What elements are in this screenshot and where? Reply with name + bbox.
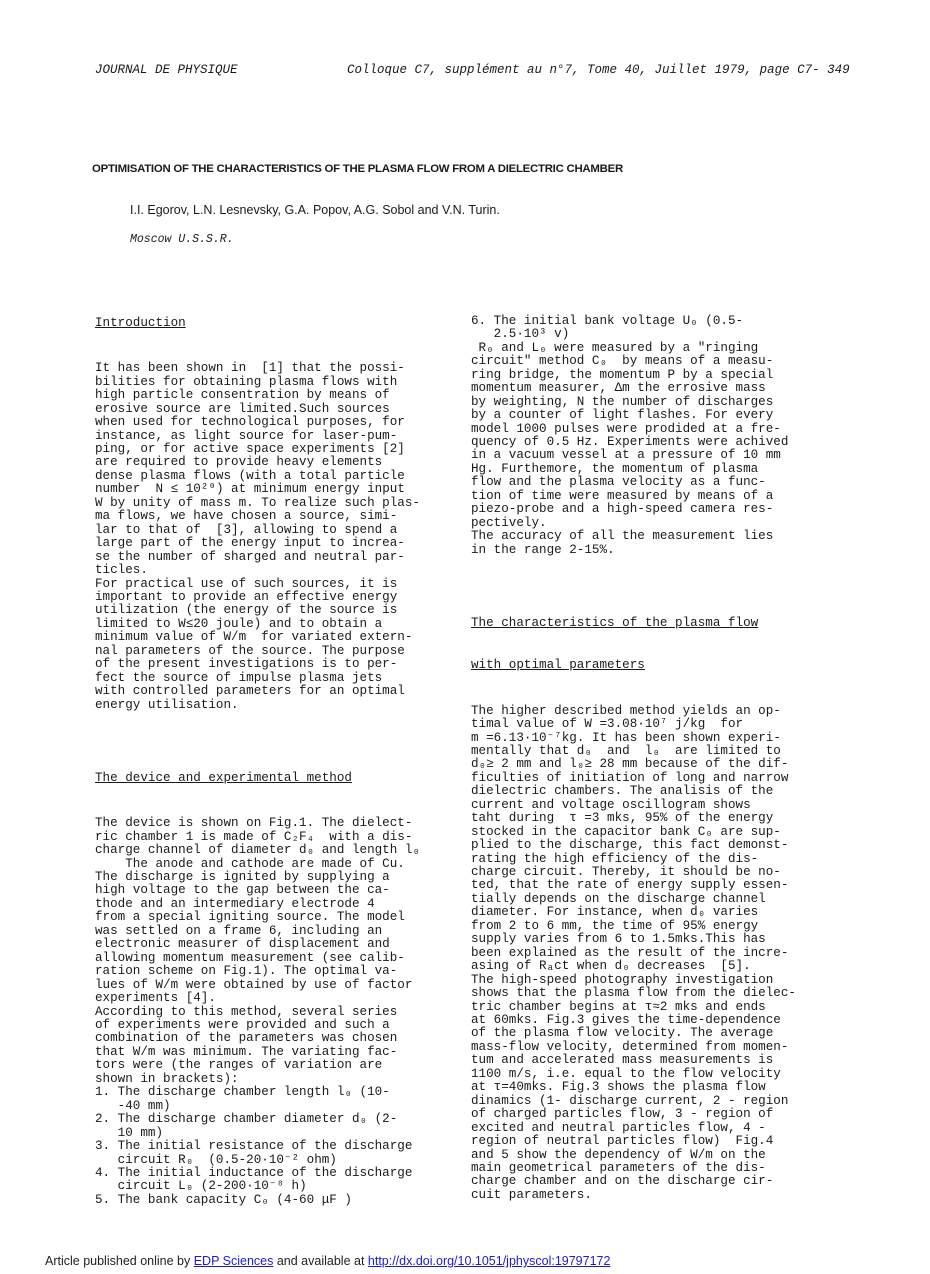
text-line: 1100 m/s, i.e. equal to the flow velocity	[471, 1066, 781, 1081]
text-line: Hg. Furthemore, the momentum of plasma	[471, 461, 759, 476]
text-line: taht during τ =3 mks, 95% of the energy	[471, 811, 774, 826]
text-line: diameter. For instance, when d₀ varies	[471, 905, 759, 920]
text-line: ma flows, we have chosen a source, simi-	[95, 509, 398, 524]
text-line: circuit L₀ (2-200·10⁻⁸ h)	[95, 1179, 307, 1194]
text-line: tum and accelerated mass measurements is	[471, 1053, 774, 1068]
text-line: ping, or for active space experiments [2]	[95, 441, 405, 456]
text-line: by a counter of light flashes. For every	[471, 408, 774, 423]
text-line: mentally that d₀ and l₀ are limited to	[471, 743, 781, 758]
text-line: 10 mm)	[95, 1125, 164, 1140]
text-line: at 60mks. Fig.3 gives the time-dependence	[471, 1013, 781, 1028]
text-line: tors were (the ranges of variation are	[95, 1058, 383, 1073]
text-line: charge chamber and on the discharge cir-	[471, 1174, 774, 1189]
text-line: current and voltage oscillogram shows	[471, 797, 751, 812]
text-line: timal value of W =3.08·10⁷ j/kg for	[471, 717, 744, 732]
text-line: by weighting, N the number of discharges	[471, 394, 774, 409]
text-line: tric chamber begins at τ≈2 mks and ends	[471, 999, 766, 1014]
text-line: The accuracy of all the measurement lies	[471, 529, 774, 544]
text-line: It has been shown in [1] that the possi-	[95, 361, 405, 376]
text-line: The device is shown on Fig.1. The dielect-	[95, 816, 413, 831]
text-line: limited to W≤20 joule) and to obtain a	[95, 616, 383, 631]
text-line: erosive source are limited.Such sources	[95, 401, 390, 416]
text-line: 1. The discharge chamber length l₀ (10-	[95, 1085, 390, 1100]
text-line: are required to provide heavy elements	[95, 455, 383, 470]
text-line: rating the high efficiency of the dis-	[471, 851, 759, 866]
text-line: 3. The initial resistance of the discharge	[95, 1139, 413, 1154]
section-heading-characteristics-line1: The characteristics of the plasma flow	[471, 615, 759, 630]
text-line: lues of W/m were obtained by use of factor	[95, 977, 413, 992]
text-line: stocked in the capacitor bank C₀ are sup-	[471, 824, 781, 839]
text-line: d₀≥ 2 mm and l₀≥ 28 mm because of the dif-	[471, 757, 789, 772]
parameters-text	[471, 315, 796, 557]
text-line: ficulties of initiation of long and narrow	[471, 770, 789, 785]
text-line: thode and an intermediary electrode 4	[95, 896, 375, 911]
running-head-citation: Colloque C7, supplément au n°7, Tome 40, Juillet 1979, page C7- 349	[347, 63, 850, 77]
text-line: asing of Rₐct when d₀ decreases [5].	[471, 959, 751, 974]
text-line: ted, that the rate of energy supply essen-	[471, 878, 789, 893]
text-line: in the range 2-15%.	[471, 542, 615, 557]
text-line: dinamics (1- discharge current, 2 - region	[471, 1093, 789, 1108]
left-column	[95, 288, 420, 1221]
text-line: nal parameters of the source. The purpose	[95, 643, 405, 658]
text-line: cuit parameters.	[471, 1187, 592, 1202]
text-line: electronic measurer of displacement and	[95, 937, 390, 952]
publication-footer	[45, 1254, 610, 1268]
section-heading-characteristics-line2: with optimal parameters	[471, 658, 645, 673]
doi-link[interactable]: http://dx.doi.org/10.1051/jphyscol:19797172	[367, 1254, 611, 1268]
text-line: from a special igniting source. The model	[95, 910, 405, 925]
text-line: ring bridge, the momentum P by a special	[471, 367, 774, 382]
text-line: piezo-probe and a high-speed camera res-	[471, 502, 774, 517]
text-line: m =6.13·10⁻⁷kg. It has been shown experi-	[471, 730, 781, 745]
text-line: from 2 to 6 mm, the time of 95% energy	[471, 918, 759, 933]
text-line: ric chamber 1 is made of C₂F₄ with a dis-	[95, 829, 413, 844]
text-line: instance, as light source for laser-pum-	[95, 428, 398, 443]
text-line: ration scheme on Fig.1). The optimal va-	[95, 964, 398, 979]
text-line: energy utilisation.	[95, 697, 239, 712]
text-line: main geometrical parameters of the dis-	[471, 1161, 766, 1175]
text-line: tially depends on the discharge channel	[471, 891, 766, 906]
text-line: in a vacuum vessel at a pressure of 10 mm	[471, 448, 781, 463]
text-line: supply varies from 6 to 1.5mks.This has	[471, 932, 766, 947]
author-list: I.I. Egorov, L.N. Lesnevsky, G.A. Popov, A.G. Sobol and V.N. Turin.	[130, 203, 500, 217]
text-line: ticles.	[95, 563, 148, 578]
text-line: shows that the plasma flow from the dielec-	[471, 986, 796, 1001]
footer-middle: and available at	[273, 1254, 368, 1268]
text-line: 4. The initial inductance of the discharge	[95, 1166, 413, 1180]
text-line: charge circuit. Thereby, it should be no-	[471, 865, 781, 880]
text-line: model 1000 pulses were prodided at a fre-	[471, 421, 781, 436]
text-line: tion of time were measured by means of a	[471, 488, 774, 503]
text-line: 5. The bank capacity C₀ (4-60 μF )	[95, 1192, 352, 1207]
text-line: dense plasma flows (with a total particle	[95, 468, 405, 483]
text-line: shown in brackets):	[95, 1071, 239, 1086]
text-line: The anode and cathode are made of Cu.	[95, 856, 405, 871]
text-line: fect the source of impulse plasma jets	[95, 670, 383, 685]
text-line: mass-flow velocity, determined from momen-	[471, 1039, 789, 1054]
text-line: charge channel of diameter d₀ and length l₀	[95, 843, 420, 858]
text-line: was settled on a frame 6, including an	[95, 923, 383, 938]
text-line: minimum value of W/m for variated extern-	[95, 630, 413, 645]
characteristics-text	[471, 705, 796, 1203]
text-line: of the plasma flow velocity. The average	[471, 1026, 774, 1041]
introduction-text	[95, 362, 420, 712]
text-line: when used for technological purposes, for	[95, 415, 405, 430]
text-line: large part of the energy input to increa-	[95, 536, 405, 551]
text-line: region of neutral particles flow) Fig.4	[471, 1134, 774, 1149]
text-line: allowing momentum measurement (see calib-	[95, 950, 405, 965]
text-line: bilities for obtaining plasma flows with	[95, 374, 398, 389]
text-line: According to this method, several series	[95, 1004, 398, 1019]
text-line: pectively.	[471, 515, 547, 530]
text-line: excited and neutral particles flow, 4 -	[471, 1120, 766, 1135]
text-line: utilization (the energy of the source is	[95, 603, 398, 618]
text-line: experiments [4].	[95, 991, 216, 1006]
text-line: The higher described method yields an op-	[471, 703, 781, 718]
paper-title: OPTIMISATION OF THE CHARACTERISTICS OF THE PLASMA FLOW FROM A DIELECTRIC CHAMBER	[92, 163, 623, 175]
text-line: The discharge is ignited by supplying a	[95, 870, 390, 885]
text-line: dielectric chambers. The analisis of the	[471, 784, 774, 799]
text-line: quency of 0.5 Hz. Experiments were achived	[471, 434, 789, 449]
text-line: been explained as the result of the incre-	[471, 945, 789, 960]
text-line: lar to that of [3], allowing to spend a	[95, 522, 398, 537]
text-line: high particle consentration by means of	[95, 388, 390, 403]
text-line: 6. The initial bank voltage U₀ (0.5-	[471, 313, 744, 328]
text-line: 2.5·10³ v)	[471, 327, 570, 342]
right-column	[471, 288, 796, 1216]
text-line: and 5 show the dependency of W/m on the	[471, 1147, 766, 1162]
text-line: plied to the discharge, this fact demonst-	[471, 838, 789, 853]
footer-prefix: Article published online by	[45, 1254, 194, 1268]
text-line: number N ≤ 10²⁰) at minimum energy input	[95, 482, 405, 497]
text-line: that W/m was minimum. The variating fac-	[95, 1044, 398, 1059]
text-line: of charged particles flow, 3 - region of	[471, 1107, 774, 1122]
running-head-journal: JOURNAL DE PHYSIQUE	[95, 63, 238, 77]
text-line: W by unity of mass m. To realize such plas-	[95, 495, 420, 510]
text-line: flow and the plasma velocity as a func-	[471, 475, 766, 490]
text-line: of the present investigations is to per-	[95, 657, 398, 672]
section-heading-introduction: Introduction	[95, 315, 186, 330]
device-text	[95, 817, 420, 1207]
text-line: at τ=40mks. Fig.3 shows the plasma flow	[471, 1080, 766, 1095]
text-line: combination of the parameters was chosen	[95, 1031, 398, 1046]
text-line: circuit" method C₀ by means of a measu-	[471, 354, 774, 369]
text-line: The high-speed photography investigation	[471, 972, 774, 987]
text-line: important to provide an effective energy	[95, 589, 398, 604]
text-line: For practical use of such sources, it is	[95, 576, 398, 591]
text-line: 2. The discharge chamber diameter d₀ (2-	[95, 1112, 398, 1127]
text-line: of experiments were provided and such a	[95, 1018, 390, 1033]
text-line: with controlled parameters for an optimal	[95, 684, 405, 699]
text-line: momentum measurer, Δm the errosive mass	[471, 381, 766, 396]
text-line: se the number of sharged and neutral par-	[95, 549, 405, 564]
text-line: R₀ and L₀ were measured by a "ringing	[471, 340, 759, 355]
affiliation: Moscow U.S.S.R.	[130, 233, 234, 246]
text-line: high voltage to the gap between the ca-	[95, 883, 390, 898]
text-line: -40 mm)	[95, 1098, 171, 1113]
text-line: circuit R₀ (0.5-20·10⁻² ohm)	[95, 1152, 337, 1167]
section-heading-device: The device and experimental method	[95, 770, 352, 785]
publisher-link[interactable]: EDP Sciences	[193, 1254, 274, 1268]
